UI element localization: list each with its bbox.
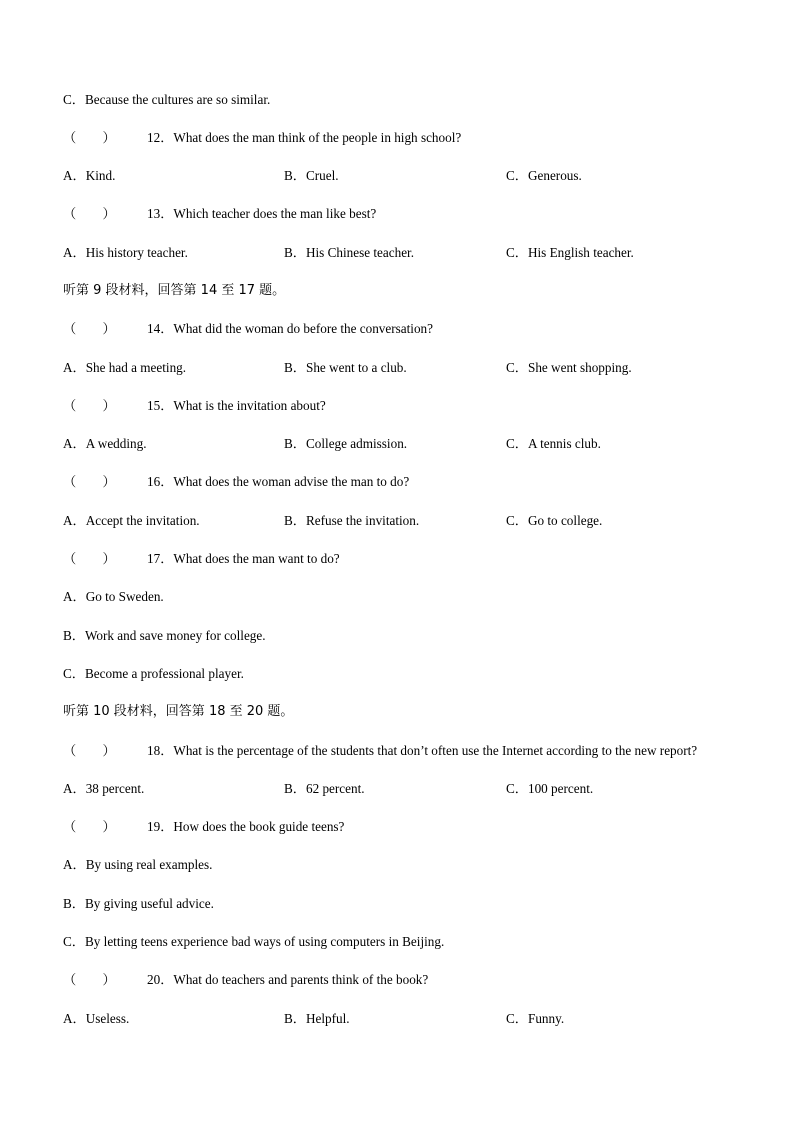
option-line: A．Go to Sweden. <box>63 589 164 604</box>
option-a: A．Accept the invitation. <box>63 513 200 528</box>
option-a: A．A wedding. <box>63 436 147 451</box>
option-b: B．62 percent. <box>284 781 365 796</box>
question-text: 12．What does the man think of the people in high school? <box>147 130 462 145</box>
question-line <box>63 398 326 414</box>
option-line: B．By giving useful advice. <box>63 896 214 911</box>
question-text: 13．Which teacher does the man like best? <box>147 206 377 221</box>
answer-blank[interactable]: （ ） <box>63 474 116 489</box>
option-c: C．Go to college. <box>506 513 603 528</box>
option-c: C．A tennis club. <box>506 436 601 451</box>
option-c: C．100 percent. <box>506 781 594 796</box>
answer-blank[interactable]: （ ） <box>63 972 116 987</box>
question-line <box>63 321 433 337</box>
question-line <box>63 130 461 146</box>
option-c: C．Generous. <box>506 168 582 183</box>
answer-blank[interactable]: （ ） <box>63 551 116 566</box>
question-text: 16．What does the woman advise the man to do? <box>147 474 410 489</box>
option-b: B．She went to a club. <box>284 360 407 375</box>
option-b: B．Cruel. <box>284 168 339 183</box>
option-a: A．Useless. <box>63 1011 130 1026</box>
question-line <box>63 474 409 490</box>
option-b: B．Refuse the invitation. <box>284 513 420 528</box>
option-b: B．Helpful. <box>284 1011 350 1026</box>
option-a: A．38 percent. <box>63 781 145 796</box>
option-line: C．Become a professional player. <box>63 666 244 681</box>
question-text: 18．What is the percentage of the students that don’t often use the Internet according to the new report? <box>147 743 698 758</box>
answer-blank[interactable]: （ ） <box>63 206 116 221</box>
option-b: B．College admission. <box>284 436 408 451</box>
question-text: 20．What do teachers and parents think of the book? <box>147 972 429 987</box>
option-c: C．She went shopping. <box>506 360 632 375</box>
option-c: C．Funny. <box>506 1011 565 1026</box>
answer-blank[interactable]: （ ） <box>63 398 116 413</box>
option-a: A．His history teacher. <box>63 245 188 260</box>
answer-blank[interactable]: （ ） <box>63 321 116 336</box>
question-line <box>63 819 344 835</box>
question-text: 15．What is the invitation about? <box>147 398 326 413</box>
question-line <box>63 551 340 567</box>
question-text: 17．What does the man want to do? <box>147 551 340 566</box>
answer-blank[interactable]: （ ） <box>63 819 116 834</box>
option-a: A．She had a meeting. <box>63 360 187 375</box>
option-a: A．Kind. <box>63 168 116 183</box>
option-line: C．Because the cultures are so similar. <box>63 92 271 107</box>
section-heading: 听第 9 段材料，回答第 14 至 17 题。 <box>63 283 286 298</box>
section-heading: 听第 10 段材料，回答第 18 至 20 题。 <box>63 704 294 719</box>
option-c: C．His English teacher. <box>506 245 634 260</box>
option-line: A．By using real examples. <box>63 857 213 872</box>
answer-blank[interactable]: （ ） <box>63 743 116 758</box>
option-line: C．By letting teens experience bad ways of using computers in Beijing. <box>63 934 445 949</box>
answer-blank[interactable]: （ ） <box>63 130 116 145</box>
question-text: 19．How does the book guide teens? <box>147 819 345 834</box>
question-line <box>63 743 697 759</box>
option-line: B．Work and save money for college. <box>63 628 266 643</box>
option-b: B．His Chinese teacher. <box>284 245 415 260</box>
question-line <box>63 972 428 988</box>
question-line <box>63 206 376 222</box>
question-text: 14．What did the woman do before the conversation? <box>147 321 434 336</box>
